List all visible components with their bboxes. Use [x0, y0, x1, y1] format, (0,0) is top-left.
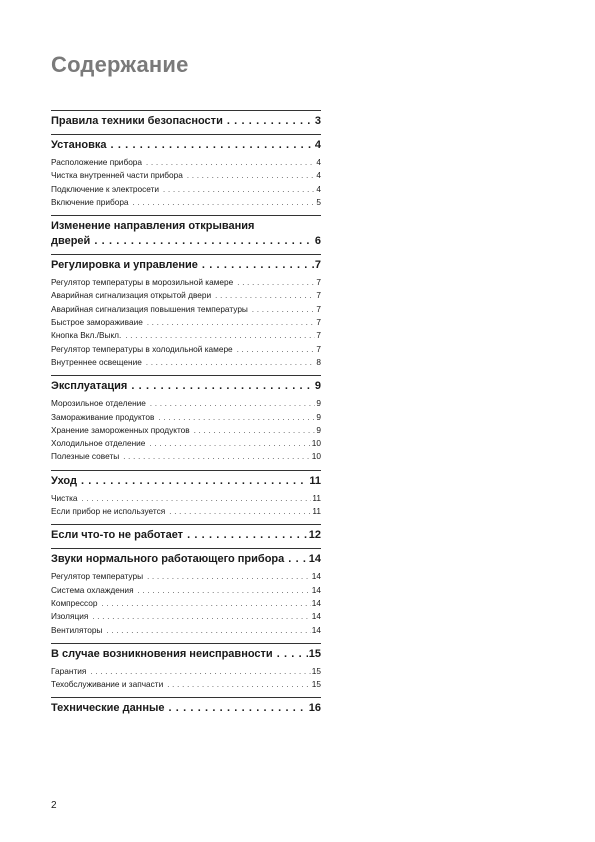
- toc-page-number: 11: [312, 492, 321, 503]
- dot-leader: [237, 277, 315, 289]
- toc-entry[interactable]: [51, 356, 321, 369]
- toc-entry[interactable]: [51, 316, 321, 329]
- toc-section: [51, 134, 321, 213]
- dot-leader: [227, 114, 314, 129]
- toc-page-number: 15: [311, 679, 321, 690]
- toc-entry[interactable]: [51, 289, 321, 302]
- dot-leader: [81, 474, 308, 489]
- dot-leader: [150, 398, 315, 410]
- toc-heading[interactable]: [51, 701, 321, 719]
- toc-heading-label: Если что-то не работает: [51, 529, 184, 542]
- toc-page-number: 14: [311, 611, 321, 622]
- toc-page-number: 11: [309, 474, 321, 487]
- dot-leader: [111, 138, 314, 153]
- toc-heading[interactable]: [51, 138, 321, 156]
- toc-heading-line: Изменение направления открывания: [51, 220, 255, 233]
- toc-heading-label: Правила техники безопасности: [51, 115, 223, 127]
- toc-page-number: 7: [314, 259, 321, 272]
- toc-entry[interactable]: [51, 303, 321, 316]
- toc-entry-label: Регулятор температуры: [51, 571, 144, 582]
- dot-leader: [187, 170, 315, 182]
- dot-leader: [131, 379, 314, 394]
- toc-heading[interactable]: [51, 258, 321, 276]
- toc-entry-label: Морозильное отделение: [51, 398, 146, 409]
- toc-page-number: 6: [314, 235, 321, 248]
- toc-entry-label: Быстрое замораживаие: [51, 317, 143, 328]
- toc-entry[interactable]: [51, 156, 321, 169]
- toc-section: [51, 548, 321, 640]
- toc-page-number: 8: [316, 356, 321, 367]
- dot-leader: [149, 438, 310, 450]
- toc-heading[interactable]: [51, 114, 321, 132]
- toc-page-number: 5: [316, 196, 321, 207]
- toc-entry[interactable]: [51, 196, 321, 209]
- toc-entry[interactable]: [51, 665, 321, 678]
- toc-entry-label: Внутреннее освещение: [51, 356, 142, 367]
- toc-page-number: 15: [311, 665, 321, 676]
- toc-entry-label: Чистка: [51, 492, 78, 503]
- dot-leader: [163, 184, 315, 196]
- toc-entry[interactable]: [51, 329, 321, 342]
- toc-entry-label: Изоляция: [51, 611, 89, 622]
- toc-entry[interactable]: [51, 169, 321, 182]
- toc-entry-label: Если прибор не используется: [51, 506, 166, 517]
- dot-leader: [169, 701, 308, 716]
- toc-page-number: 10: [311, 451, 321, 462]
- toc-page-number: 9: [316, 424, 321, 435]
- toc-page-number: 9: [316, 411, 321, 422]
- dot-leader: [147, 317, 316, 329]
- toc-page-number: 3: [314, 115, 321, 127]
- toc-page-number: 7: [316, 303, 321, 314]
- toc-heading-label: Звуки нормального работающего прибора: [51, 553, 285, 566]
- toc-entry-label: Вентиляторы: [51, 624, 103, 635]
- toc-entry-label: Хранение замороженных продуктов: [51, 424, 190, 435]
- toc-entry-label: Компрессор: [51, 597, 98, 608]
- toc-page-number: 4: [316, 157, 321, 167]
- toc-heading[interactable]: [51, 474, 321, 492]
- toc-section: [51, 697, 321, 719]
- toc-page-number: 14: [308, 553, 321, 566]
- toc-entry-label: Кнопка Вкл./Выкл.: [51, 330, 122, 341]
- toc-section: [51, 215, 321, 252]
- table-of-contents: [51, 110, 321, 721]
- toc-section: [51, 524, 321, 546]
- toc-entry[interactable]: [51, 505, 321, 518]
- dot-leader: [146, 357, 316, 369]
- toc-page-number: 11: [312, 506, 321, 517]
- dot-leader: [133, 197, 316, 209]
- toc-entry-label: Расположение прибора: [51, 157, 143, 167]
- toc-entry-label: Холодильное отделение: [51, 438, 146, 449]
- page-title: Содержание: [51, 52, 189, 77]
- dot-leader: [252, 304, 315, 316]
- dot-leader: [82, 493, 312, 505]
- toc-page-number: 14: [311, 584, 321, 595]
- toc-heading-label: В случае возникновения неисправности: [51, 647, 273, 660]
- dot-leader: [202, 258, 314, 273]
- toc-heading-label: Эксплуатация: [51, 380, 128, 393]
- toc-page-number: 14: [311, 624, 321, 635]
- dot-leader: [237, 344, 316, 356]
- toc-entry-label: Чистка внутренней части прибора: [51, 170, 183, 181]
- toc-entry[interactable]: [51, 437, 321, 450]
- dot-leader: [158, 412, 315, 424]
- toc-entry-label: Полезные советы: [51, 451, 120, 462]
- toc-entry[interactable]: [51, 397, 321, 410]
- toc-page-number: 14: [311, 571, 321, 582]
- toc-heading[interactable]: [51, 647, 321, 665]
- toc-heading[interactable]: [51, 528, 321, 546]
- toc-page-number: 4: [316, 170, 321, 181]
- dot-leader: [194, 425, 316, 437]
- toc-entry-label: Гарантия: [51, 665, 87, 676]
- toc-entry[interactable]: [51, 276, 321, 289]
- toc-entry[interactable]: [51, 424, 321, 437]
- toc-section: [51, 254, 321, 373]
- toc-page-number: 10: [311, 438, 321, 449]
- dot-leader: [187, 528, 308, 543]
- dot-leader: [102, 598, 311, 610]
- dot-leader: [215, 290, 315, 302]
- toc-page-number: 12: [308, 529, 321, 542]
- toc-page-number: 14: [311, 597, 321, 608]
- dot-leader: [169, 506, 311, 518]
- toc-entry-label: Система охлаждения: [51, 584, 134, 595]
- toc-section: [51, 375, 321, 467]
- toc-page-number: 9: [316, 398, 321, 409]
- toc-entry[interactable]: [51, 610, 321, 623]
- toc-entry[interactable]: [51, 492, 321, 505]
- toc-heading-label: Уход: [51, 474, 77, 487]
- toc-entry[interactable]: [51, 183, 321, 196]
- toc-heading-label: Технические данные: [51, 702, 165, 715]
- toc-entry-label: Техобслуживание и запчасти: [51, 679, 164, 690]
- toc-page-number: 7: [316, 290, 321, 301]
- toc-page-number: 4: [314, 139, 321, 151]
- toc-heading[interactable]: [51, 234, 321, 252]
- dot-leader: [90, 666, 310, 678]
- toc-section: [51, 110, 321, 132]
- toc-heading[interactable]: [51, 552, 321, 570]
- toc-entry-label: Включение прибора: [51, 196, 129, 207]
- dot-leader: [146, 157, 315, 169]
- toc-entry-label: Аварийная сигнализация открытой двери: [51, 290, 212, 301]
- page-number: 2: [51, 800, 57, 811]
- toc-heading[interactable]: [51, 379, 321, 397]
- dot-leader: [94, 234, 314, 249]
- toc-entry[interactable]: [51, 450, 321, 463]
- toc-entry-label: Регулятор температуры в морозильной камере: [51, 277, 234, 288]
- toc-entry-label: Регулятор температуры в холодильной камере: [51, 343, 233, 354]
- toc-page-number: 7: [316, 277, 321, 288]
- toc-page-number: 9: [314, 380, 321, 393]
- toc-heading-label: Регулировка и управление: [51, 259, 198, 272]
- dot-leader: [123, 451, 311, 463]
- toc-entry[interactable]: [51, 411, 321, 424]
- toc-entry[interactable]: [51, 570, 321, 583]
- toc-page-number: 7: [316, 317, 321, 328]
- dot-leader: [92, 611, 310, 623]
- dot-leader: [167, 679, 311, 691]
- toc-page-number: 15: [308, 647, 321, 660]
- toc-section: [51, 470, 321, 523]
- toc-page-number: 16: [308, 702, 321, 715]
- dot-leader: [147, 571, 311, 583]
- toc-page-number: 4: [316, 183, 321, 194]
- dot-leader: [277, 647, 308, 662]
- dot-leader: [106, 625, 310, 637]
- dot-leader: [125, 330, 315, 342]
- toc-entry[interactable]: [51, 678, 321, 691]
- dot-leader: [138, 585, 311, 597]
- dot-leader: [288, 552, 307, 567]
- toc-heading-label: дверей: [51, 235, 91, 248]
- toc-heading-label: Установка: [51, 139, 107, 151]
- toc-page-number: 7: [316, 330, 321, 341]
- toc-entry[interactable]: [51, 624, 321, 637]
- toc-entry[interactable]: [51, 343, 321, 356]
- toc-entry-label: Аварийная сигнализация повышения температуры: [51, 303, 248, 314]
- toc-entry[interactable]: [51, 584, 321, 597]
- toc-page-number: 7: [316, 343, 321, 354]
- toc-section: [51, 643, 321, 696]
- toc-entry[interactable]: [51, 597, 321, 610]
- toc-entry-label: Подключение к электросети: [51, 183, 160, 194]
- toc-entry-label: Замораживание продуктов: [51, 411, 155, 422]
